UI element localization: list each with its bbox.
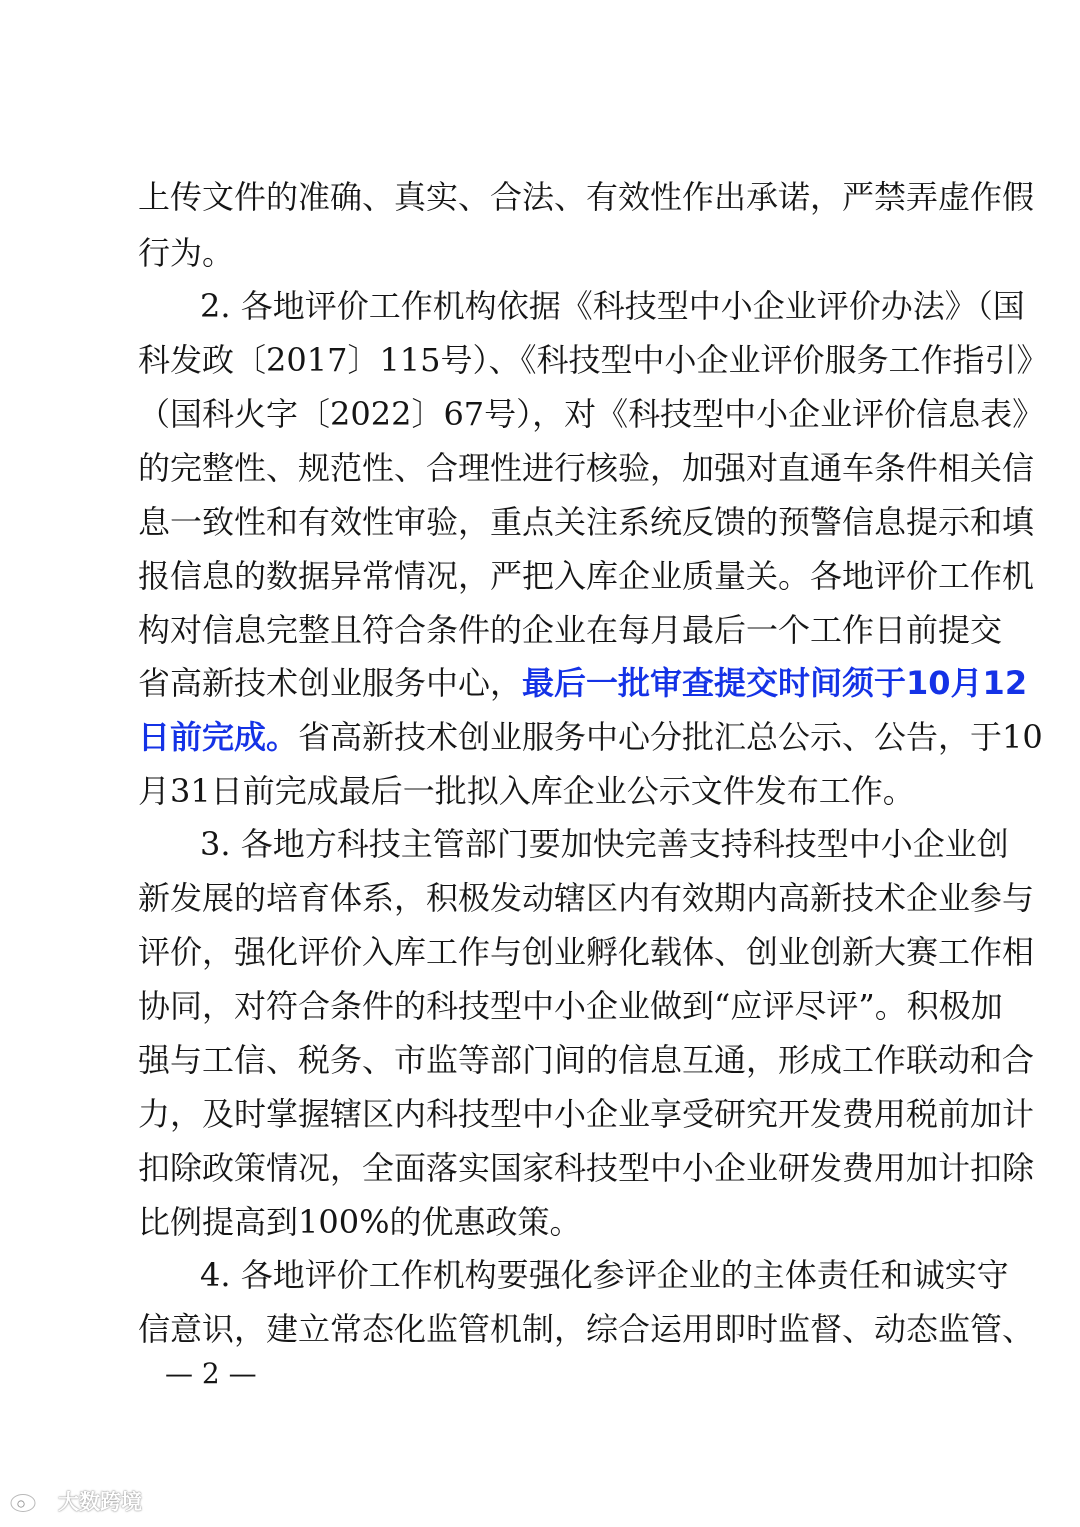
- body-line: 新发展的培育体系，积极发动辖区内有效期内高新技术企业参与: [138, 879, 1035, 917]
- body-line: 月31日前完成最后一批拟入库企业公示文件发布工作。: [138, 772, 915, 810]
- body-line: 信意识，建立常态化监管机制，综合运用即时监督、动态监管、: [138, 1310, 1035, 1348]
- body-line: 息一致性和有效性审验，重点关注系统反馈的预警信息提示和填: [138, 503, 1035, 541]
- watermark: [8, 1486, 142, 1516]
- body-line-mixed: [138, 661, 1028, 705]
- body-line: 构对信息完整且符合条件的企业在每月最后一个工作日前提交: [138, 611, 1003, 649]
- paragraph-4-start: 4. 各地评价工作机构要强化参评企业的主体责任和诚实守: [200, 1256, 1009, 1294]
- body-line: 报信息的数据异常情况，严把入库企业质量关。各地评价工作机: [138, 557, 1035, 595]
- weibo-logo-icon: [8, 1488, 52, 1514]
- body-line: 上传文件的准确、真实、合法、有效性作出承诺，严禁弄虚作假: [138, 178, 1035, 216]
- watermark-text: 大数跨境: [58, 1490, 142, 1514]
- body-line: 的完整性、规范性、合理性进行核验，加强对直通车条件相关信: [138, 449, 1035, 487]
- body-text: 省高新技术创业服务中心，: [138, 664, 523, 702]
- paragraph-3-start: 3. 各地方科技主管部门要加快完善支持科技型中小企业创: [200, 825, 1009, 863]
- body-text: 省高新技术创业服务中心分批汇总公示、公告，于10: [298, 718, 1043, 756]
- body-line: 行为。: [138, 234, 235, 272]
- paragraph-2-start: 2. 各地评价工作机构依据《科技型中小企业评价办法》（国: [200, 287, 1025, 325]
- deadline-highlight: 最后一批审查提交时间须于10月12: [522, 664, 1028, 702]
- body-line: 强与工信、税务、市监等部门间的信息互通，形成工作联动和合: [138, 1041, 1035, 1079]
- body-line: （国科火字〔2022〕67号），对《科技型中小企业评价信息表》: [138, 395, 1045, 433]
- body-line: 力，及时掌握辖区内科技型中小企业享受研究开发费用税前加计: [138, 1095, 1035, 1133]
- body-line: 科发政〔2017〕115号）、《科技型中小企业评价服务工作指引》: [138, 341, 1049, 379]
- body-line: 评价，强化评价入库工作与创业孵化载体、创业创新大赛工作相: [138, 933, 1035, 971]
- body-line: 协同，对符合条件的科技型中小企业做到“应评尽评”。积极加: [138, 987, 1003, 1025]
- deadline-highlight-end: 日前完成。: [138, 718, 299, 756]
- body-line: 扣除政策情况，全面落实国家科技型中小企业研发费用加计扣除: [138, 1149, 1035, 1187]
- page-number: — 2 —: [165, 1357, 257, 1390]
- body-line: 比例提高到100%的优惠政策。: [138, 1203, 582, 1241]
- body-line-mixed: [138, 715, 1043, 759]
